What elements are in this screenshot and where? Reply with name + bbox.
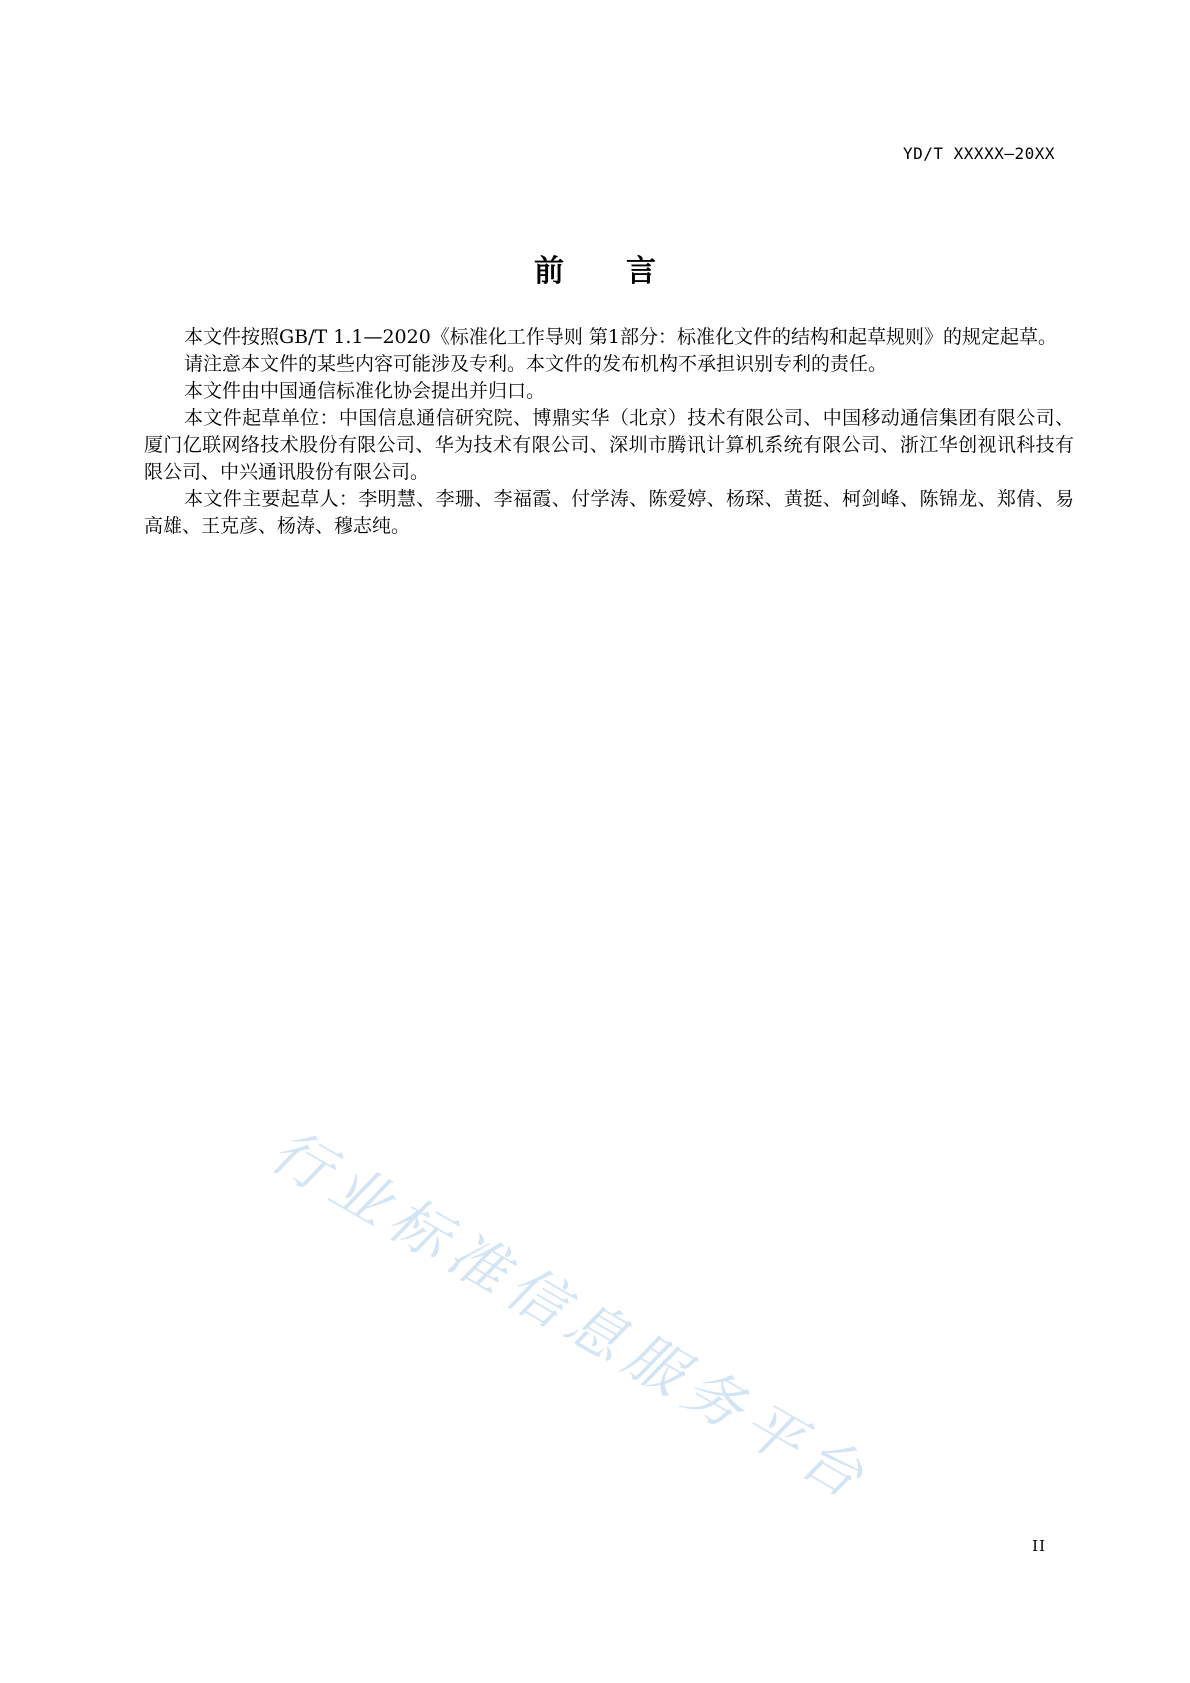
page-number: II (1032, 1537, 1046, 1555)
watermark: 行业标准信息服务平台 (259, 1116, 883, 1516)
document-number: YD/T XXXXX—20XX (903, 144, 1055, 163)
foreword-body (144, 324, 1074, 540)
paragraph-proposer: 本文件由中国通信标准化协会提出并归口。 (184, 380, 546, 402)
paragraph-drafting-units: 本文件起草单位：中国信息通信研究院、博鼎实华（北京）技术有限公司、中国移动通信集团有限公司、厦门亿联网络技术股份有限公司、华为技术有限公司、深圳市腾讯计算机系统有限公司、浙江华创视讯科技有限公司、中兴通讯股份有限公司。 (144, 407, 1074, 483)
page-title: 前言 (534, 254, 718, 289)
paragraph-drafters: 本文件主要起草人：李明慧、李珊、李福霞、付学涛、陈爱婷、杨琛、黄挺、柯剑峰、陈锦龙、郑倩、易高雄、王克彦、杨涛、穆志纯。 (144, 488, 1074, 537)
paragraph-drafting-rules: 本文件按照GB/T 1.1—2020《标准化工作导则 第1部分：标准化文件的结构和起草规则》的规定起草。 (184, 326, 1057, 348)
paragraph-patent-notice: 请注意本文件的某些内容可能涉及专利。本文件的发布机构不承担识别专利的责任。 (184, 353, 888, 375)
